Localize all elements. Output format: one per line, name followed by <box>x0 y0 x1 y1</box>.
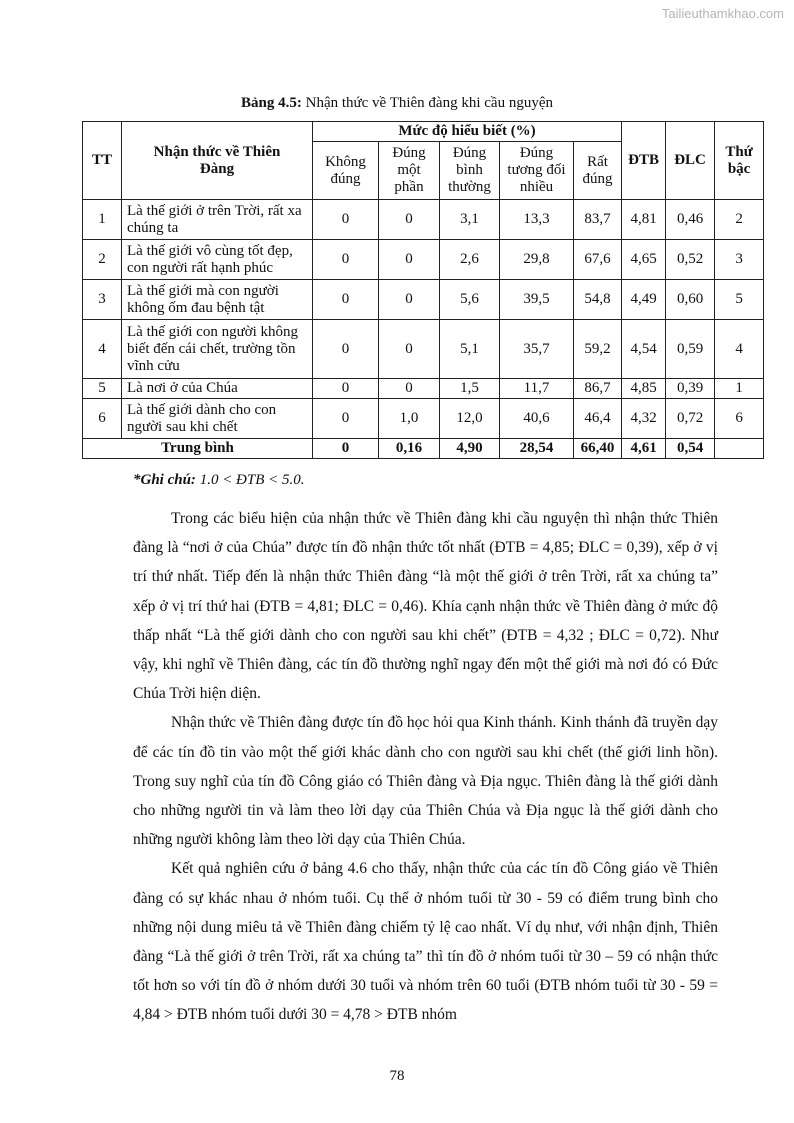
row-dlc: 0,52 <box>666 240 715 280</box>
row-tt: 3 <box>83 280 122 320</box>
header-level-2: Đúng một phần <box>379 142 440 200</box>
header-dlc: ĐLC <box>666 122 715 200</box>
row-label: Là thế giới vô cùng tốt đẹp, con người rất hạnh phúc <box>122 240 313 280</box>
row-level-5: 86,7 <box>574 379 622 399</box>
total-level-4: 28,54 <box>500 439 574 459</box>
header-item: Nhận thức về Thiên Đàng <box>122 122 313 200</box>
table-row <box>83 280 764 320</box>
header-level-1: Không đúng <box>313 142 379 200</box>
body-text <box>133 504 718 1030</box>
row-level-5: 59,2 <box>574 320 622 379</box>
row-tt: 5 <box>83 379 122 399</box>
row-level-3: 12,0 <box>440 399 500 439</box>
row-level-5: 67,6 <box>574 240 622 280</box>
row-dtb: 4,85 <box>622 379 666 399</box>
row-level-5: 54,8 <box>574 280 622 320</box>
row-level-5: 83,7 <box>574 200 622 240</box>
row-level-4: 40,6 <box>500 399 574 439</box>
row-dtb: 4,49 <box>622 280 666 320</box>
row-rank: 4 <box>715 320 764 379</box>
row-level-4: 35,7 <box>500 320 574 379</box>
row-dtb: 4,54 <box>622 320 666 379</box>
row-level-5: 46,4 <box>574 399 622 439</box>
header-group: Mức độ hiểu biết (%) <box>313 122 622 142</box>
row-dlc: 0,60 <box>666 280 715 320</box>
row-rank: 5 <box>715 280 764 320</box>
row-level-1: 0 <box>313 240 379 280</box>
perception-table <box>82 121 764 459</box>
caption-label: Bảng 4.5: <box>241 95 302 111</box>
row-level-1: 0 <box>313 280 379 320</box>
header-level-3: Đúng bình thường <box>440 142 500 200</box>
total-label: Trung bình <box>83 439 313 459</box>
header-level-5: Rất đúng <box>574 142 622 200</box>
row-level-3: 2,6 <box>440 240 500 280</box>
total-level-5: 66,40 <box>574 439 622 459</box>
table-row <box>83 240 764 280</box>
row-dlc: 0,46 <box>666 200 715 240</box>
row-tt: 4 <box>83 320 122 379</box>
row-tt: 1 <box>83 200 122 240</box>
total-level-1: 0 <box>313 439 379 459</box>
row-rank: 6 <box>715 399 764 439</box>
row-rank: 1 <box>715 379 764 399</box>
row-rank: 3 <box>715 240 764 280</box>
row-label: Là thế giới con người không biết đến cái chết, trường tồn vĩnh cửu <box>122 320 313 379</box>
row-dlc: 0,72 <box>666 399 715 439</box>
table-row-total <box>83 439 764 459</box>
row-level-3: 1,5 <box>440 379 500 399</box>
row-level-4: 11,7 <box>500 379 574 399</box>
row-level-3: 5,1 <box>440 320 500 379</box>
row-rank: 2 <box>715 200 764 240</box>
row-level-1: 0 <box>313 200 379 240</box>
note-label: *Ghi chú: <box>133 472 196 488</box>
total-dtb: 4,61 <box>622 439 666 459</box>
row-level-4: 29,8 <box>500 240 574 280</box>
row-level-2: 0 <box>379 240 440 280</box>
table-row <box>83 320 764 379</box>
paragraph: Kết quả nghiên cứu ở bảng 4.6 cho thấy, nhận thức của các tín đồ Công giáo về Thiên đàng có sự khác nhau ở nhóm tuổi. Cụ thể ở nhóm tuổi từ 30 - 59 có điểm trung bình cho những nội dung miêu tả về Thiên đàng chiếm tỷ lệ cao nhất. Ví dụ như, với nhận định, Thiên đàng “Là thế giới ở trên Trời, rất xa chúng ta” thì tín đồ ở nhóm tuổi từ 30 – 59 có nhận thức tốt hơn so với tín đồ ở nhóm dưới 30 tuổi và nhóm trên 60 tuổi (ĐTB nhóm tuổi từ 30 - 59 = 4,84 > ĐTB nhóm tuổi dưới 30 = 4,78 > ĐTB nhóm <box>133 860 718 1024</box>
row-tt: 2 <box>83 240 122 280</box>
row-label: Là thế giới dành cho con người sau khi chết <box>122 399 313 439</box>
watermark: Tailieuthamkhao.com <box>661 6 784 21</box>
row-level-1: 0 <box>313 320 379 379</box>
total-dlc: 0,54 <box>666 439 715 459</box>
row-dtb: 4,81 <box>622 200 666 240</box>
row-tt: 6 <box>83 399 122 439</box>
row-level-2: 1,0 <box>379 399 440 439</box>
header-rank: Thứ bậc <box>715 122 764 200</box>
row-level-2: 0 <box>379 379 440 399</box>
total-rank <box>715 439 764 459</box>
row-level-1: 0 <box>313 379 379 399</box>
table-note <box>133 472 305 489</box>
table-row <box>83 200 764 240</box>
row-level-3: 5,6 <box>440 280 500 320</box>
table-caption <box>0 95 794 112</box>
caption-text: Nhận thức về Thiên đàng khi cầu nguyện <box>301 95 553 111</box>
row-level-2: 0 <box>379 280 440 320</box>
total-level-3: 4,90 <box>440 439 500 459</box>
row-dtb: 4,32 <box>622 399 666 439</box>
row-label: Là thế giới mà con người không ốm đau bệnh tật <box>122 280 313 320</box>
row-label: Là thế giới ở trên Trời, rất xa chúng ta <box>122 200 313 240</box>
row-level-1: 0 <box>313 399 379 439</box>
row-level-4: 39,5 <box>500 280 574 320</box>
row-dlc: 0,39 <box>666 379 715 399</box>
row-level-2: 0 <box>379 320 440 379</box>
table-row <box>83 379 764 399</box>
header-tt: TT <box>83 122 122 200</box>
page-number: 78 <box>389 1068 405 1084</box>
table-row <box>83 399 764 439</box>
row-dlc: 0,59 <box>666 320 715 379</box>
paragraph: Trong các biểu hiện của nhận thức về Thiên đàng khi cầu nguyện thì nhận thức Thiên đàng là “nơi ở của Chúa” được tín đồ nhận thức tốt nhất (ĐTB = 4,85; ĐLC = 0,39), xếp ở vị trí thứ nhất. Tiếp đến là nhận thức Thiên đàng “là một thế giới ở trên Trời, rất xa chúng ta” xếp ở vị trí thứ hai (ĐTB = 4,81; ĐLC = 0,46). Khía cạnh nhận thức về Thiên đàng ở mức độ thấp nhất “Là thế giới dành cho con người sau khi chết” (ĐTB = 4,32 ; ĐLC = 0,72). Như vậy, khi nghĩ về Thiên đàng, các tín đồ thường nghĩ ngay đến một thế giới mà nơi đó có Đức Chúa Trời hiện diện. <box>133 510 718 703</box>
row-label: Là nơi ở của Chúa <box>122 379 313 399</box>
row-level-4: 13,3 <box>500 200 574 240</box>
row-dtb: 4,65 <box>622 240 666 280</box>
header-dtb: ĐTB <box>622 122 666 200</box>
paragraph: Nhận thức về Thiên đàng được tín đồ học hỏi qua Kinh thánh. Kinh thánh đã truyền dạy để các tín đồ tin vào một thế giới khác dành cho con người sau khi chết (thế giới linh hồn). Trong suy nghĩ của tín đồ Công giáo có Thiên đàng và Địa ngục. Thiên đàng là thế giới dành cho những người tin và làm theo lời dạy của Thiên Chúa và Địa ngục là thế giới dành cho những người không làm theo lời dạy của Thiên Chúa. <box>133 714 718 849</box>
header-level-4: Đúng tương đối nhiều <box>500 142 574 200</box>
total-level-2: 0,16 <box>379 439 440 459</box>
note-text: 1.0 < ĐTB < 5.0. <box>195 472 305 488</box>
row-level-3: 3,1 <box>440 200 500 240</box>
row-level-2: 0 <box>379 200 440 240</box>
